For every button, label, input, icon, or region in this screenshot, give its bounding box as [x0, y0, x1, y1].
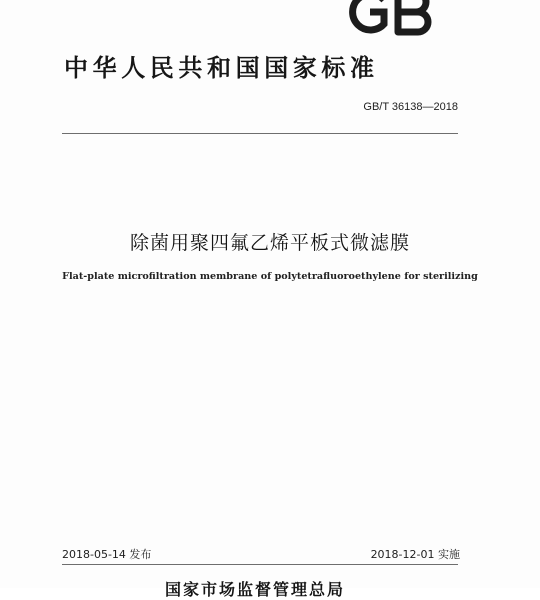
gb-logo-icon — [344, 0, 440, 36]
issue-date: 2018-05-14 发布 — [62, 548, 152, 561]
issuing-authority: 国家市场监督管理总局 — [165, 580, 346, 599]
implementation-date: 2018-12-01 实施 — [370, 548, 460, 561]
national-standard-heading: 中华人民共和国国家标准 — [64, 54, 379, 82]
document-title-chinese: 除菌用聚四氟乙烯平板式微滤膜 — [129, 232, 410, 254]
document-title-english: Flat-plate microfiltration membrane of polytetrafluoroethylene for sterilizing — [62, 271, 478, 282]
top-divider — [62, 133, 458, 134]
bottom-divider — [62, 564, 458, 565]
standard-number: GB/T 36138—2018 — [363, 101, 458, 113]
